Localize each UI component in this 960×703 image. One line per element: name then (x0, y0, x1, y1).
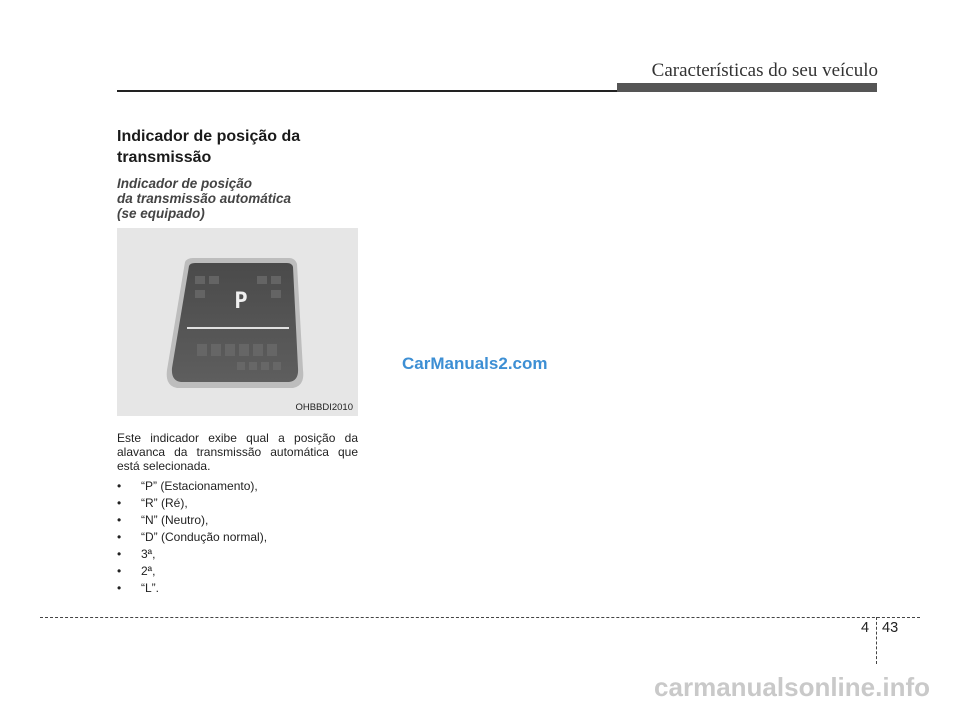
subtitle-line: da transmissão automática (117, 191, 292, 206)
list-item-text: 2ª, (141, 564, 156, 578)
gear-indicator-glyph: P (234, 289, 248, 314)
bullet-dot: • (117, 479, 122, 493)
list-item (117, 581, 358, 598)
footer-dashed-rule (40, 617, 920, 618)
subtitle-line: (se equipado) (117, 206, 205, 221)
list-item (117, 564, 358, 581)
page-number: 43 (882, 620, 899, 636)
list-item (117, 513, 358, 530)
cluster-display-image (117, 228, 358, 416)
list-item (117, 479, 358, 496)
list-item-text: “R” (Ré), (141, 496, 188, 510)
bullet-dot: • (117, 530, 122, 544)
header-title: Características do seu veículo (651, 60, 878, 81)
list-item-text: 3ª, (141, 547, 156, 561)
list-item-text: “N” (Neutro), (141, 513, 209, 527)
header-rule (117, 90, 617, 92)
indicator-figure (117, 228, 358, 416)
bullet-dot: • (117, 496, 122, 510)
bullet-dot: • (117, 513, 122, 527)
list-item (117, 547, 358, 564)
footer-site-watermark[interactable]: carmanualsonline.info (654, 672, 930, 702)
body-paragraph: Este indicador exibe qual a posição da alavanca da transmissão automática que está selecionada. (117, 431, 358, 473)
page-divider (876, 617, 877, 664)
figure-code: OHBBDI2010 (295, 402, 353, 413)
bullet-dot: • (117, 564, 122, 578)
list-item-text: “L”. (141, 581, 159, 595)
list-item (117, 496, 358, 513)
section-subtitle (117, 176, 377, 221)
gear-position-list (117, 479, 358, 598)
list-item (117, 530, 358, 547)
bullet-dot: • (117, 581, 122, 595)
list-item-text: “P” (Estacionamento), (141, 479, 258, 493)
subtitle-line: Indicador de posição (117, 176, 253, 191)
watermark-link[interactable]: CarManuals2.com (402, 354, 548, 373)
header-rule-bar (617, 83, 877, 92)
page-chapter: 4 (861, 620, 870, 636)
bullet-dot: • (117, 547, 122, 561)
list-item-text: “D” (Condução normal), (141, 530, 268, 544)
section-title: Indicador de posição da transmissão (117, 128, 301, 166)
